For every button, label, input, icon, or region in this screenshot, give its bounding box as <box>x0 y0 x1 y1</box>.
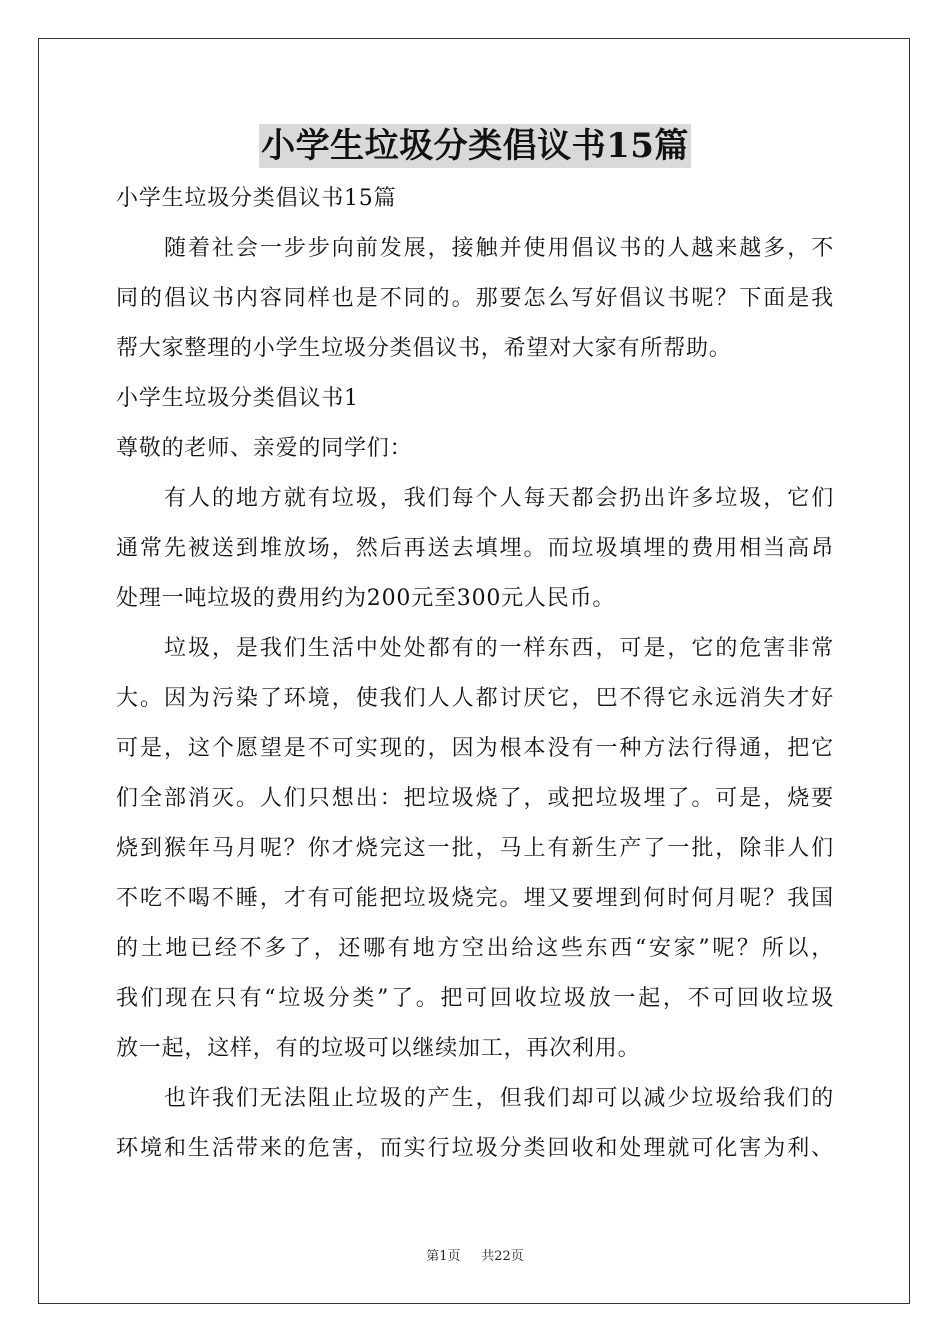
text-line: 垃圾，是我们生活中处处都有的一样东西，可是，它的危害非常 <box>164 636 834 661</box>
text-line: 可是，这个愿望是不可实现的，因为根本没有一种方法行得通，把它 <box>116 736 834 761</box>
text-line: 烧到猴年马月呢？你才烧完这一批，马上有新生产了一批，除非人们 <box>116 836 834 861</box>
text-line: 有人的地方就有垃圾，我们每个人每天都会扔出许多垃圾，它们 <box>164 486 834 511</box>
text-line: 不吃不喝不睡，才有可能把垃圾烧完。埋又要埋到何时何月呢？我国 <box>116 886 834 911</box>
text-line: 小学生垃圾分类倡议书15篇 <box>116 186 397 211</box>
document-title: 小学生垃圾分类倡议书15篇 <box>261 126 689 166</box>
text-line: 随着社会一步步向前发展，接触并使用倡议书的人越来越多，不 <box>164 236 834 261</box>
text-line: 大。因为污染了环境，使我们人人都讨厌它，巴不得它永远消失才好 <box>116 686 834 711</box>
document-body <box>116 174 834 1174</box>
text-line: 的土地已经不多了，还哪有地方空出给这些东西“安家”呢？所以， <box>116 936 834 961</box>
text-line: 处理一吨垃圾的费用约为200元至300元人民币。 <box>116 586 616 611</box>
text-line: 小学生垃圾分类倡议书1 <box>116 386 359 411</box>
text-line: 我们现在只有“垃圾分类”了。把可回收垃圾放一起，不可回收垃圾 <box>116 986 834 1011</box>
text-line: 们全部消灭。人们只想出：把垃圾烧了，或把垃圾埋了。可是，烧要 <box>116 786 834 811</box>
text-line: 放一起，这样，有的垃圾可以继续加工，再次利用。 <box>116 1036 641 1061</box>
page-footer <box>0 1245 950 1264</box>
text-line: 也许我们无法阻止垃圾的产生，但我们却可以减少垃圾给我们的 <box>164 1086 834 1111</box>
text-line: 通常先被送到堆放场，然后再送去填埋。而垃圾填埋的费用相当高昂 <box>116 536 834 561</box>
text-line: 帮大家整理的小学生垃圾分类倡议书，希望对大家有所帮助。 <box>116 336 732 361</box>
footer-spacer <box>465 1249 477 1264</box>
page-number: 第1页 <box>426 1249 461 1264</box>
title-container <box>0 124 950 168</box>
text-line: 同的倡议书内容同样也是不同的。那要怎么写好倡议书呢？下面是我 <box>116 286 834 311</box>
text-line: 尊敬的老师、亲爱的同学们： <box>116 436 413 461</box>
text-line: 环境和生活带来的危害，而实行垃圾分类回收和处理就可化害为利、 <box>116 1136 834 1161</box>
page-total: 共22页 <box>481 1249 524 1264</box>
